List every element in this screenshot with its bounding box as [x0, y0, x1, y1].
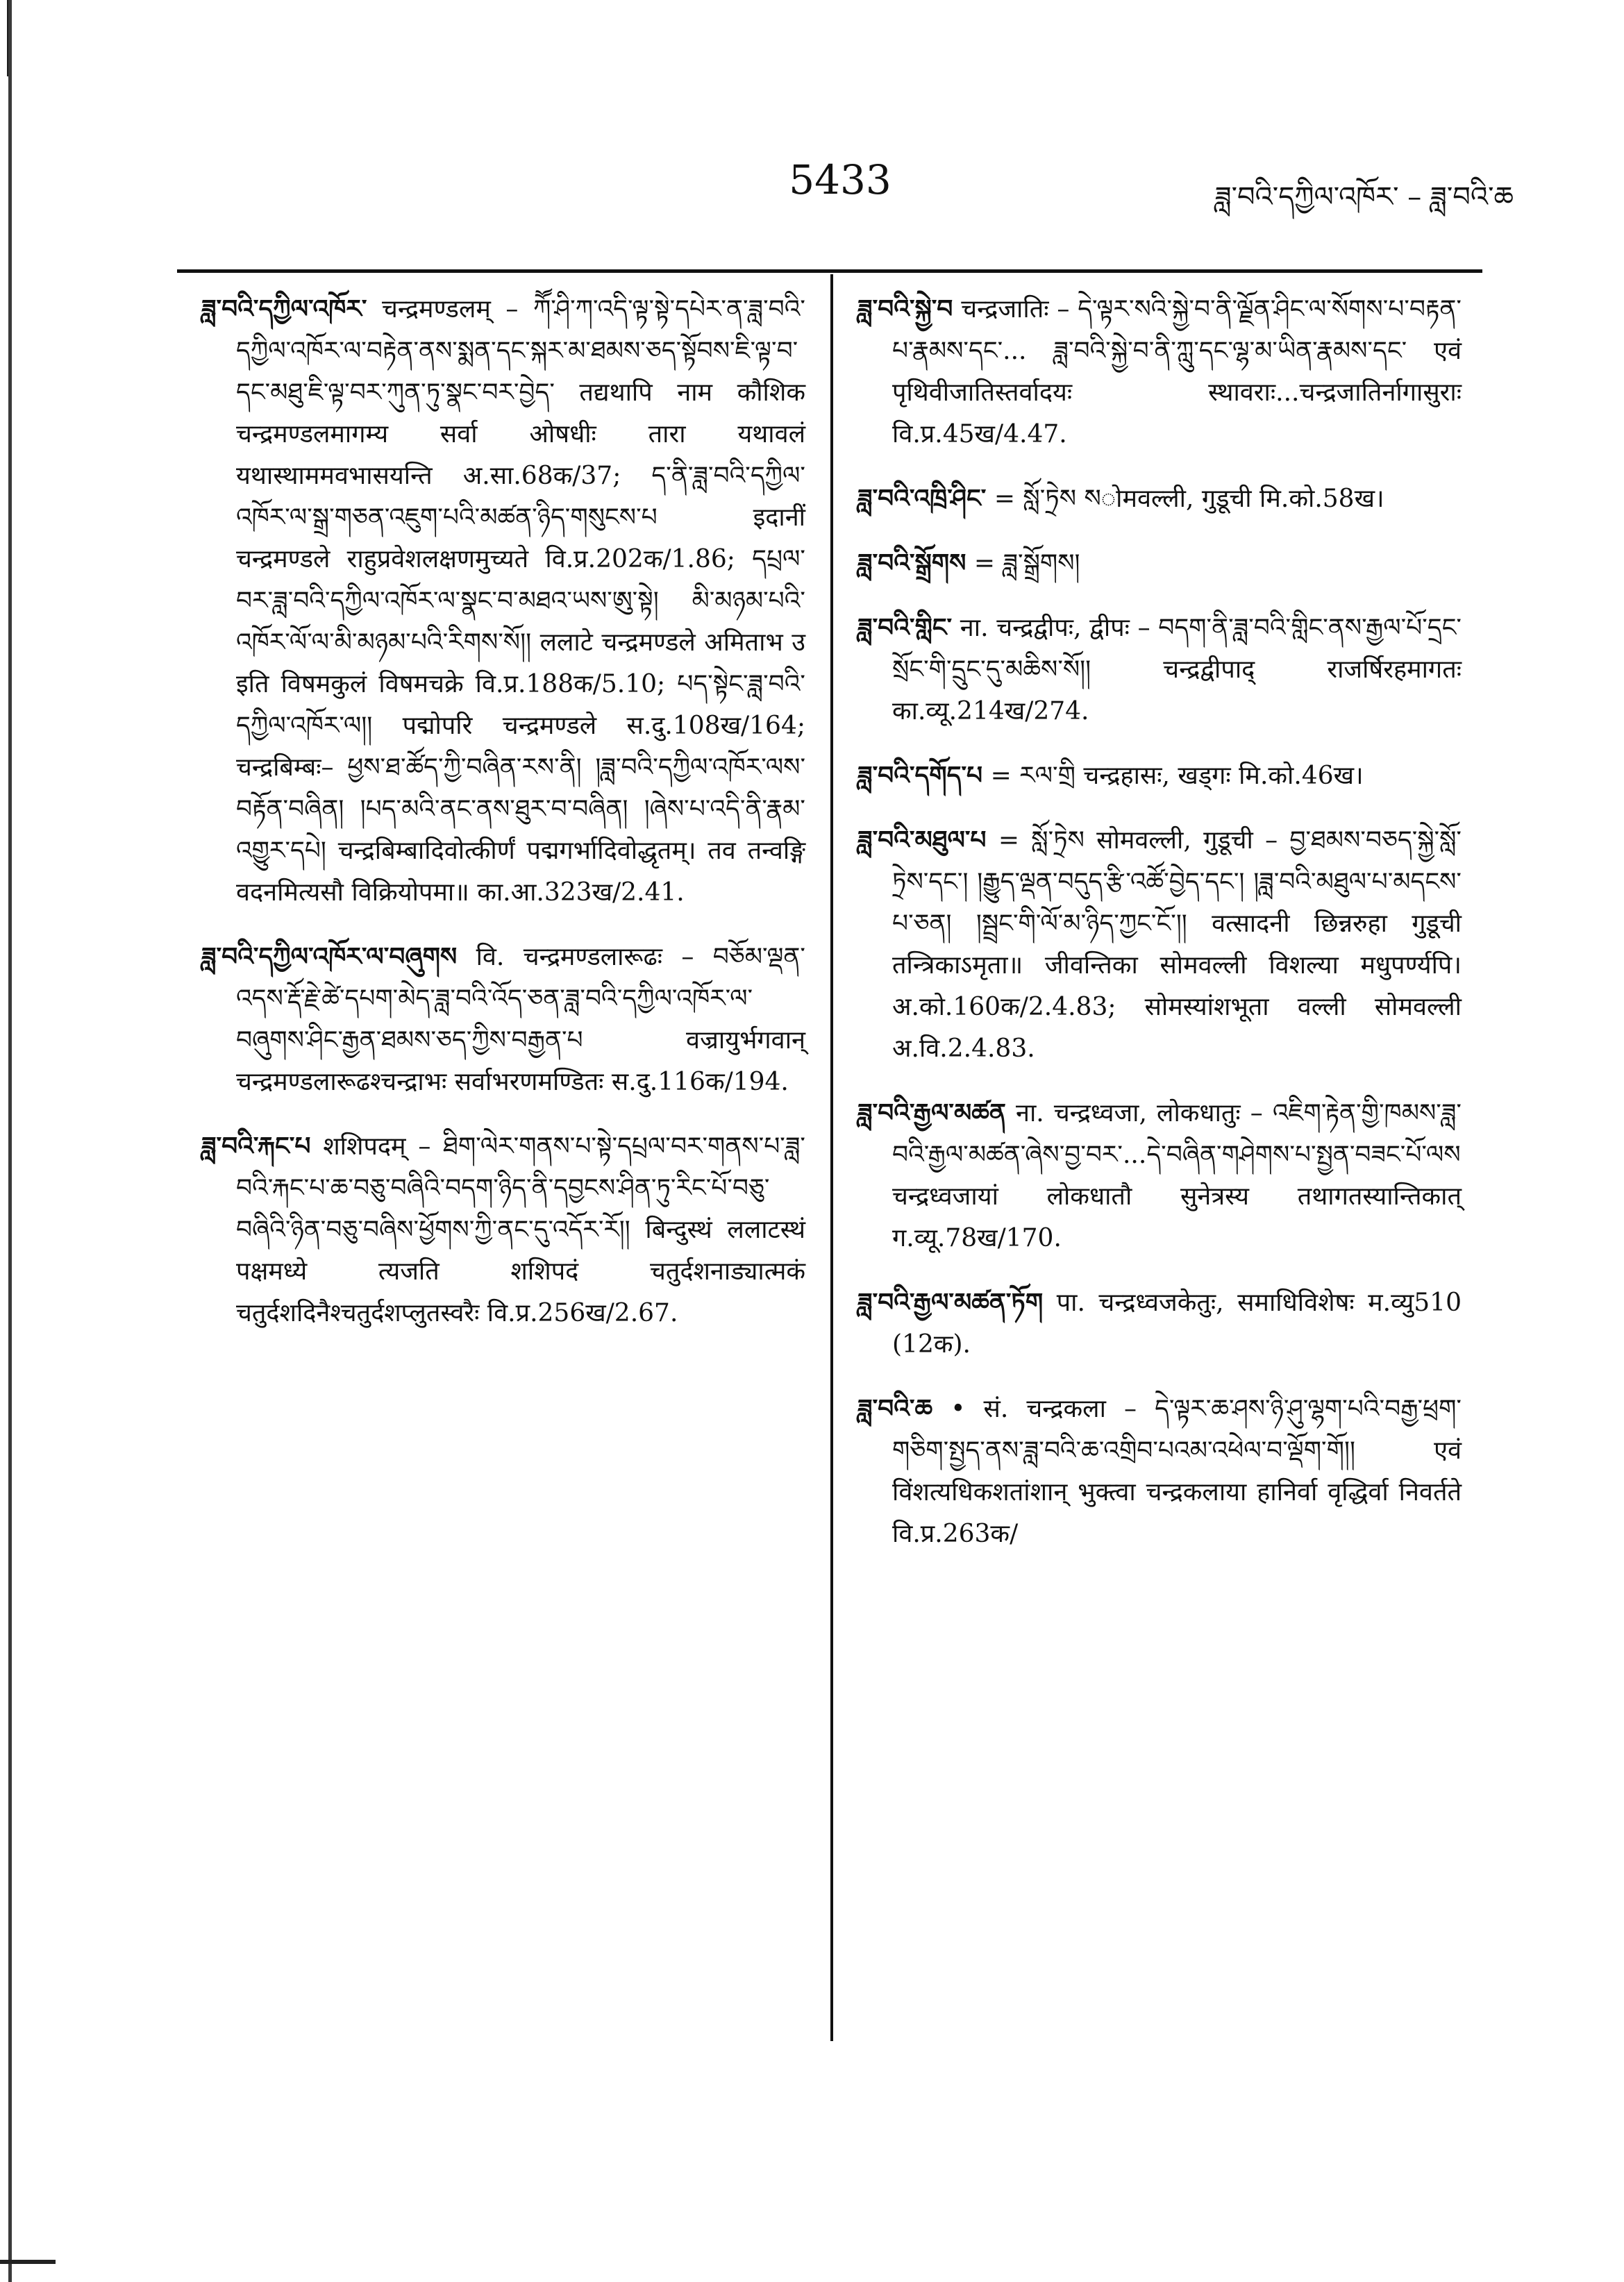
entry-body: = སློ་ཏྲེས སोमवल्ली, गुडूची मि.को.58ख।	[994, 485, 1384, 513]
dictionary-entry	[857, 542, 1462, 585]
dictionary-entry	[857, 819, 1462, 1070]
right-column	[857, 288, 1462, 1577]
entry-headword: ཟླ་བའི་རྒྱལ་མཚན་ཏོག	[857, 1288, 1044, 1317]
entry-body: = རལ་གྲི चन्द्रहासः, खड्गः मि.को.46ख।	[990, 762, 1364, 790]
scan-left-edge	[8, 0, 12, 2282]
header-rule	[177, 269, 1482, 273]
scan-smudge-mark	[0, 2260, 56, 2264]
entry-body: पा. चन्द्रध्वजकेतुः, समाधिविशेषः म.व्यु510 (12क).	[892, 1289, 1462, 1359]
entry-headword: ཟླ་བའི་དཀྱིལ་འཁོར་ལ་བཞུགས	[201, 942, 458, 971]
entry-headword: ཟླ་བའི་དགོད་པ	[857, 761, 983, 790]
entry-headword: ཟླ་བའི་སྐྱེ་བ	[857, 294, 953, 324]
entry-headword: ཟླ་བའི་སྒྲོགས	[857, 548, 966, 578]
entry-headword: ཟླ་བའི་དཀྱིལ་འཁོར་	[201, 294, 367, 324]
entry-headword: ཟླ་བའི་གླིང་	[857, 613, 953, 642]
dictionary-entry	[201, 1125, 805, 1334]
dictionary-entry	[201, 288, 805, 914]
guide-words: ཟླ་བའི་དཀྱིལ་འཁོར་ – ཟླ་བའི་ཆ	[1214, 181, 1514, 213]
entry-body: शशिपदम् – ཐིག་ལེར་གནས་པ་སྟེ་དཔྲལ་བར་གནས་པ་ཟླ་བའི་རྐང་པ་ཆ་བཅུ་བཞིའི་བདག་ཉིད་ནི་དབྱངས་ཤིན་ཏུ་རིང་པོ་བཅུ་བཞིའི་ཉིན་བཅུ་བཞིས་ཕྱོགས་ཀྱི་ནང་དུ་འདོར་རོ།། बिन्दुस्थं ललाटस्थं पक्षमध्ये त्यजति शशिपदं चतुर्दशनाड्यात्मकं चतुर्दशदिनैश्चतुर्दशप्लुतस्वरैः वि.प्र.256ख/2.67.	[236, 1132, 805, 1327]
entry-headword: ཟླ་བའི་མཐུལ་པ	[857, 825, 987, 855]
entry-body: वि. चन्द्रमण्डलारूढः – བཅོམ་ལྡན་འདས་རྡོ་རྗེ་ཚེ་དཔག་མེད་ཟླ་བའི་འོད་ཅན་ཟླ་བའི་དཀྱིལ་འཁོར་ལ་བཞུགས་ཤིང་རྒྱན་ཐམས་ཅད་ཀྱིས་བརྒྱན་པ वज्रायुर्भगवान् चन्द्रमण्डलारूढश्चन्द्राभः सर्वाभरणमण्डितः स.दु.116क/194.	[236, 943, 805, 1096]
entry-headword: ཟླ་བའི་རྐང་པ	[201, 1132, 311, 1161]
entry-headword: ཟླ་བའི་ཆ	[857, 1394, 933, 1423]
dictionary-entry	[201, 936, 805, 1103]
entry-body: चन्द्रमण्डलम् – ཀཽ་ཤི་ཀ་འདི་ལྟ་སྟེ་དཔེར་ན་ཟླ་བའི་དཀྱིལ་འཁོར་ལ་བརྟེན་ནས་སྨན་དང་སྐར་མ་ཐམས་ཅད་སྟོབས་ཇི་ལྟ་བ་དང་མཐུ་ཇི་ལྟ་བར་ཀུན་ཏུ་སྣང་བར་བྱེད་ तद्यथापि नाम कौशिक चन्द्रमण्डलमागम्य सर्वा ओषधीः तारा यथावलं यथास्थाममवभासयन्ति अ.सा.68क/37; ད་ནི་ཟླ་བའི་དཀྱིལ་འཁོར་ལ་སྒྲ་གཅན་འཇུག་པའི་མཚན་ཉིད་གསུངས་པ इदानीं चन्द्रमण्डले राहुप्रवेशलक्षणमुच्यते वि.प्र.202क/1.86; དཔྲལ་བར་ཟླ་བའི་དཀྱིལ་འཁོར་ལ་སྣང་བ་མཐའ་ཡས་ཨུ་སྟེ། མི་མཉམ་པའི་འཁོར་ལོ་ལ་མི་མཉམ་པའི་རིགས་སོ།། ललाटे चन्द्रमण्डले अमिताभ उ इति विषमकुलं विषमचक्रे वि.प्र.188क/5.10; པད་སྟེང་ཟླ་བའི་དཀྱིལ་འཁོར་ལ།། पद्मोपरि चन्द्रमण्डले स.दु.108ख/164; चन्द्रबिम्बः– ཕྱས་ཐ་ཚོད་ཀྱི་བཞིན་རས་ནི། །ཟླ་བའི་དཀྱིལ་འཁོར་ལས་བརྟོན་བཞིན། །པད་མའི་ནང་ནས་ཐུར་བ་བཞིན། །ཞེས་པ་འདི་ནི་རྣམ་འགྱུར་དཔེ། चन्द्रबिम्बादिवोत्कीर्णं पद्मगर्भादिवोद्धृतम्। तव तन्वङ्गि वदनमित्यसौ विक्रियोपमा॥ का.आ.323ख/2.41.	[236, 295, 805, 907]
column-divider	[830, 274, 833, 2041]
entry-body: = ཟླ་སྒྲོགས།	[973, 549, 1080, 578]
page-number: 5433	[789, 156, 891, 203]
dictionary-entry	[857, 1092, 1462, 1259]
left-column	[201, 288, 805, 1357]
entry-body: ना. चन्द्रद्वीपः, द्वीपः – བདག་ནི་ཟླ་བའི་གླིང་ནས་རྒྱལ་པོ་དྲང་སྲོང་གི་དྲུང་དུ་མཆིས་སོ།། चन्द्रद्वीपाद् राजर्षिरहमागतः का.व्यू.214ख/274.	[892, 614, 1462, 725]
dictionary-entry	[857, 607, 1462, 732]
dictionary-entry	[857, 1282, 1462, 1366]
dictionary-entry	[857, 755, 1462, 797]
entry-body: ना. चन्द्रध्वजा, लोकधातुः – འཇིག་རྟེན་གྱི་ཁམས་ཟླ་བའི་རྒྱལ་མཚན་ཞེས་བྱ་བར་...དེ་བཞིན་གཤེགས་པ་སྤྱན་བཟང་པོ་ལས चन्द्रध्वजायां लोकधातौ सुनेत्रस्य तथागतस्यान्तिकात् ग.व्यू.78ख/170.	[892, 1099, 1462, 1252]
dictionary-entry	[857, 478, 1462, 520]
entry-body: चन्द्रजातिः – དེ་ལྟར་སའི་སྐྱེ་བ་ནི་ལྗོན་ཤིང་ལ་སོགས་པ་བརྟན་པ་རྣམས་དང་... ཟླ་བའི་སྐྱེ་བ་ནི་ཀླུ་དང་ལྷ་མ་ཡིན་རྣམས་དང་ एवं पृथिवीजातिस्तर्वादयः स्थावराः...चन्द्रजातिर्नागासुराः वि.प्र.45ख/4.47.	[892, 295, 1462, 448]
dictionary-entry	[857, 1388, 1462, 1555]
dictionary-entry	[857, 288, 1462, 455]
entry-headword: ཟླ་བའི་རྒྱལ་མཚན	[857, 1098, 1006, 1127]
entry-body: • सं. चन्द्रकला – དེ་ལྟར་ཆ་ཤས་ཉི་ཤུ་ལྷག་པའི་བརྒྱ་ཕྲག་གཅིག་སྤྱད་ནས་ཟླ་བའི་ཆ་འགྲིབ་པའམ་འཕེལ་བ་ལྡོག་གོ།། एवं विंशत्यधिकशतांशान् भुक्त्वा चन्द्रकलाया हानिर्वा वृद्धिर्वा निवर्तते वि.प्र.263क/	[892, 1395, 1462, 1548]
entry-headword: ཟླ་བའི་འཁྲི་ཤིང་	[857, 484, 987, 513]
entry-body: = སློ་ཏྲེས सोमवल्ली, गुडूची – བྱ་ཐམས་བཅད་སྐྱེ་སློ་ཏྲེས་དང་། །རྒྱུད་ལྡན་བདུད་རྩི་འཚོ་བྱེད་དང་། །ཟླ་བའི་མཐུལ་པ་མདངས་པ་ཅན། །སྦྲང་གི་ལོ་མ་ཉིད་ཀྱང་ངོ་།། वत्सादनी छिन्नरुहा गुडूची तन्त्रिकाऽमृता॥ जीवन्तिका सोमवल्ली विशल्या मधुपर्ण्यपि। अ.को.160क/2.4.83; सोमस्यांशभूता वल्ली सोमवल्ली अ.वि.2.4.83.	[892, 826, 1462, 1063]
